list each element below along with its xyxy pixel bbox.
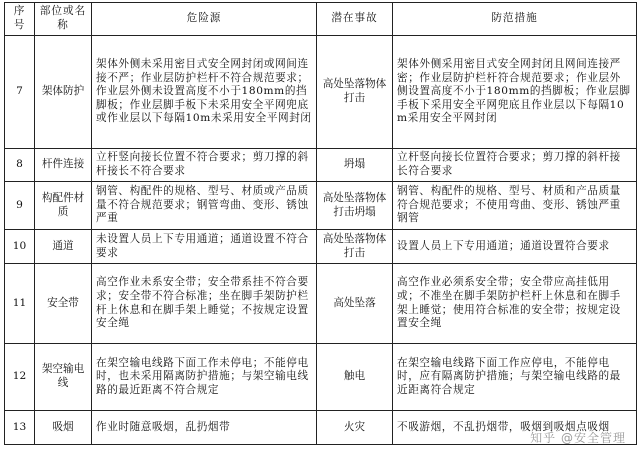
table-row xyxy=(5,344,637,411)
row-measure: 不吸游烟，不乱扔烟带，吸烟到吸烟点吸烟 xyxy=(393,411,637,445)
table-row xyxy=(5,149,637,182)
row-hazard: 立杆竖向接长位置不符合要求；剪刀撑的斜杆接长不符合要求 xyxy=(92,149,317,182)
hazard-table xyxy=(4,2,637,445)
row-hazard: 高空作业未系安全带；安全带系挂不符合要求；安全带不符合标准；坐在脚手架防护栏杆上休息和在脚手架上睡觉；不按规定设置安全绳 xyxy=(92,264,317,344)
row-number: 9 xyxy=(5,182,35,230)
table-header-row xyxy=(5,3,637,36)
row-accident: 高处坠落 xyxy=(317,264,393,344)
row-accident: 高处坠落物体打击坍塌 xyxy=(317,182,393,230)
row-hazard: 在架空输电线路下面工作未停电；不能停电时，也未采用隔离防护措施；与架空输电线路的最近距离不符合规定 xyxy=(92,344,317,411)
row-accident: 触电 xyxy=(317,344,393,411)
row-hazard: 架体外侧未采用密目式安全网封闭或网间连接不严；作业层防护栏杆不符合规范要求；作业层外侧未设置高度不小于180mm的挡脚板；作业层脚手板下未采用安全平网兜底或作业层以下每隔10m未采用安全平网封闭 xyxy=(92,36,317,149)
row-hazard: 未设置人员上下专用通道；通道设置不符合要求 xyxy=(92,230,317,264)
row-accident: 坍塌 xyxy=(317,149,393,182)
row-number: 8 xyxy=(5,149,35,182)
table-row xyxy=(5,36,637,149)
row-measure: 高空作业必须系安全带；安全带应高挂低用或；不准坐在脚手架防护栏杆上休息和在脚手架上睡觉；使用符合标准的安全带；按规定设置安全绳 xyxy=(393,264,637,344)
header-hazard: 危险源 xyxy=(92,3,317,36)
row-accident: 高处坠落物体打击 xyxy=(317,230,393,264)
row-measure: 在架空输电线路下面工作应停电，不能停电时，应有隔离防护措施；与架空输电线路的最近距离符合规定 xyxy=(393,344,637,411)
row-number: 7 xyxy=(5,36,35,149)
row-number: 10 xyxy=(5,230,35,264)
row-number: 11 xyxy=(5,264,35,344)
row-measure: 设置人员上下专用通道；通道设置符合要求 xyxy=(393,230,637,264)
row-measure: 钢管、构配件的规格、型号、材质和产品质量符合规范要求；不使用弯曲、变形、锈蚀严重钢管 xyxy=(393,182,637,230)
row-part: 安全带 xyxy=(35,264,92,344)
header-part: 部位或名称 xyxy=(35,3,92,36)
row-part: 通道 xyxy=(35,230,92,264)
row-hazard: 作业时随意吸烟，乱扔烟带 xyxy=(92,411,317,445)
row-number: 12 xyxy=(5,344,35,411)
row-part: 杆件连接 xyxy=(35,149,92,182)
watermark-text: 知乎 @安全管理 xyxy=(530,431,626,445)
row-number: 13 xyxy=(5,411,35,445)
row-measure: 架体外侧采用密目式安全网封闭且网间连接严密；作业层防护栏杆符合规范要求；作业层外侧设置高度不小于180mm的挡脚板；作业层脚手板下采用安全平网兜底且作业层以下每隔10m采用安全平网封闭 xyxy=(393,36,637,149)
row-hazard: 钢管、构配件的规格、型号、材质或产品质量不符合规范要求；钢管弯曲、变形、锈蚀严重 xyxy=(92,182,317,230)
table-row xyxy=(5,264,637,344)
row-part: 架体防护 xyxy=(35,36,92,149)
table-row xyxy=(5,230,637,264)
table-row xyxy=(5,182,637,230)
row-part: 构配件材质 xyxy=(35,182,92,230)
row-measure: 立杆竖向接长位置符合要求；剪刀撑的斜杆接长符合要求 xyxy=(393,149,637,182)
row-accident: 火灾 xyxy=(317,411,393,445)
row-part: 架空输电线 xyxy=(35,344,92,411)
header-accident: 潜在事故 xyxy=(317,3,393,36)
header-measure: 防范措施 xyxy=(393,3,637,36)
row-accident: 高处坠落物体打击 xyxy=(317,36,393,149)
header-no: 序号 xyxy=(5,3,35,36)
row-part: 吸烟 xyxy=(35,411,92,445)
